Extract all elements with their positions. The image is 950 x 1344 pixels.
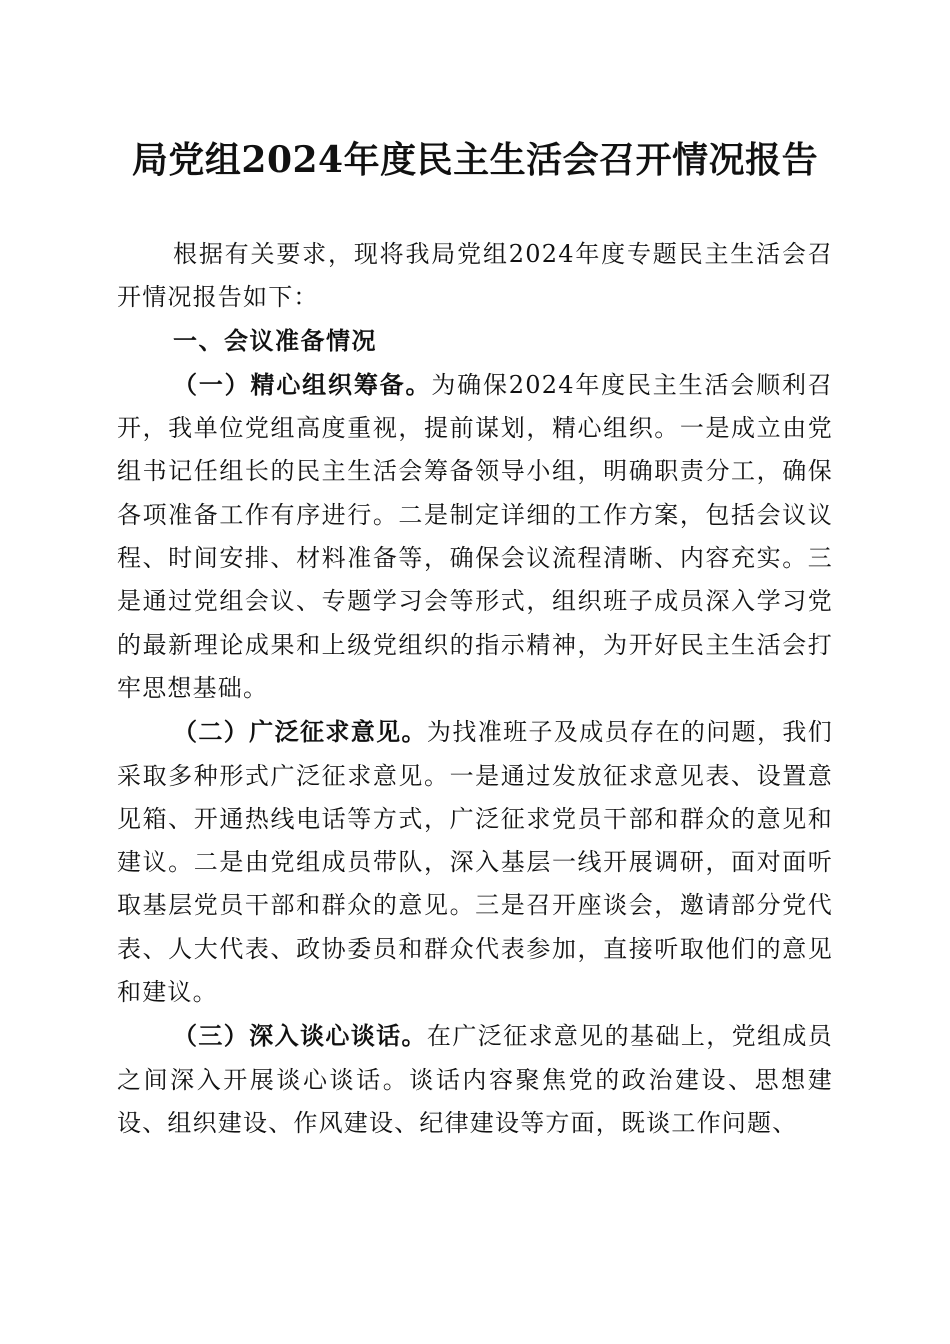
paragraph-text: 为确保2024年度民主生活会顺利召开，我单位党组高度重视，提前谋划，精心组织。一是成立由党组书记任组长的民主生活会筹备领导小组，明确职责分工，确保各项准备工作有序进行。二是制定详细的工作方案，包括会议议程、时间安排、材料准备等，确保会议流程清晰、内容充实。三是通过党组会议、专题学习会等形式，组织班子成员深入学习党的最新理论成果和上级党组织的指示精神，为开好民主生活会打牢思想基础。 [117,370,833,702]
paragraph-text: 在广泛征求意见的基础上，党组成员之间深入开展谈心谈话。谈话内容聚焦党的政治建设、思想建设、组织建设、作风建设、纪律建设等方面，既谈工作问题、 [117,1022,833,1137]
paragraph-lead: （一）精心组织筹备。 [173,369,432,399]
intro-paragraph: 根据有关要求，现将我局党组2024年度专题民主生活会召开情况报告如下： [117,240,833,312]
paragraph-text: 为找准班子及成员存在的问题，我们采取多种形式广泛征求意见。一是通过发放征求意见表、设置意见箱、开通热线电话等方式，广泛征求党员干部和群众的意见和建议。二是由党组成员带队，深入基层一线开展调研，面对面听取基层党员干部和群众的意见。三是召开座谈会，邀请部分党代表、人大代表、政协委员和群众代表参加，直接听取他们的意见和建议。 [117,718,833,1007]
section-paragraph-2 [117,710,833,1014]
section-paragraph-3 [117,1014,833,1145]
section-heading: 一、会议准备情况 [173,326,377,355]
document-body [117,233,833,1145]
document-title: 局党组2024年度民主生活会召开情况报告 [131,139,819,181]
paragraph-lead: （二）广泛征求意见。 [173,717,427,747]
section-paragraph-1 [117,363,833,710]
paragraph-lead: （三）深入谈心谈话。 [173,1021,427,1051]
